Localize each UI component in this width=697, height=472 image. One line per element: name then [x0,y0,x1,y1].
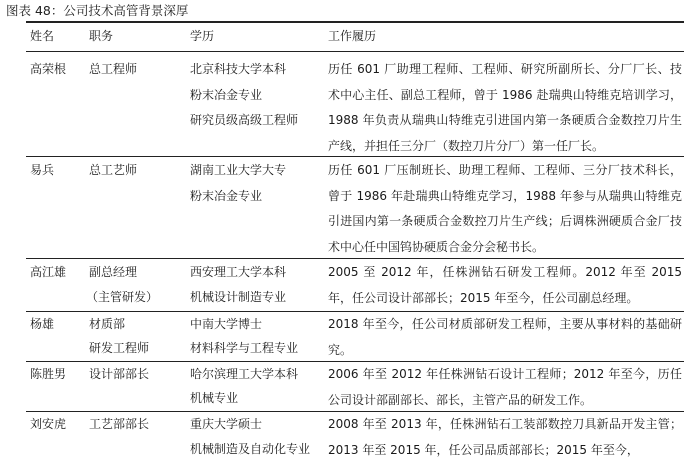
cell-name: 陈胜男 [30,367,67,381]
cell-education: 中南大学博士 [190,317,263,331]
cell-role: 总工艺师 [89,163,138,177]
cell-role: 材质部 [89,317,126,331]
cell-role: 设计部部长 [89,367,150,381]
cell-role: 总工程师 [89,62,138,76]
cell-experience: 2006 年至 2012 年任株洲钻石设计工程师；2012 年至今，历任公司设计部副部长、部长，主管产品的研发工作。 [328,367,682,407]
cell-education: 重庆大学硕士 [190,417,263,431]
cell-name: 刘安虎 [30,417,67,431]
cell-education: 机械制造及自动化专业 [190,442,311,456]
cell-role: 副总经理 [89,265,138,279]
table-top-rule [26,21,684,23]
cell-experience: 历任 601 厂助理工程师、工程师、研究所副所长、分厂厂长、技术中心主任、副总工程师，曾于 1986 赴瑞典山特维克培训学习，1988 年负责从瑞典山特维克引进国内第一条硬质合金数控刀片生产线，并担任三分厂（数控刀片分厂）第一任厂长。 [328,62,682,153]
column-header-name: 姓名 [30,29,55,43]
cell-education: 粉末冶金专业 [190,87,263,102]
cell-name: 高荣根 [30,62,67,76]
cell-role: 工艺部部长 [89,417,150,431]
cell-education: 研究员级高级工程师 [190,113,299,127]
cell-education: 机械专业 [190,391,239,405]
column-header-experience: 工作履历 [328,29,377,43]
table-caption: 图表 48：公司技术高管背景深厚 [6,3,189,18]
cell-role: 研发工程师 [89,341,150,355]
cell-name: 高江雄 [30,265,67,279]
cell-education: 机械设计制造专业 [190,290,287,304]
cell-experience: 2005 至 2012 年，任株洲钻石研发工程师。2012 年至 2015 年，任公司设计部部长；2015 年至今，任公司副总经理。 [328,265,682,305]
cell-name: 杨雄 [30,317,55,331]
cell-experience: 2008 年至 2013 年，任株洲钻石工装部数控刀具新品开发主管；2013 年至 2015 年，任公司品质部部长；2015 年至今， [328,417,682,457]
column-header-role: 职务 [89,29,114,43]
cell-education: 湖南工业大学大专 [190,163,287,177]
cell-experience: 历任 601 厂压制班长、助理工程师、工程师、三分厂技术科长，曾于 1986 年赴瑞典山特维克学习，1988 年参与从瑞典山特维克引进国内第一条硬质合金数控刀片生产线；后调株洲硬质合金厂技术中心任中国钨协硬质合金分会秘书长。 [328,163,682,254]
cell-education: 哈尔滨理工大学本科 [190,367,299,381]
header-bottom-rule [26,51,684,52]
cell-education: 北京科技大学本科 [190,62,287,76]
cell-experience: 2018 年至今，任公司材质部研发工程师，主要从事材料的基础研究。 [328,317,682,357]
cell-education: 西安理工大学本科 [190,265,287,279]
cell-role: （主管研发） [86,290,159,304]
cell-name: 易兵 [30,163,55,177]
cell-education: 材料科学与工程专业 [190,341,299,355]
cell-education: 粉末冶金专业 [190,188,263,203]
column-header-education: 学历 [190,29,215,43]
